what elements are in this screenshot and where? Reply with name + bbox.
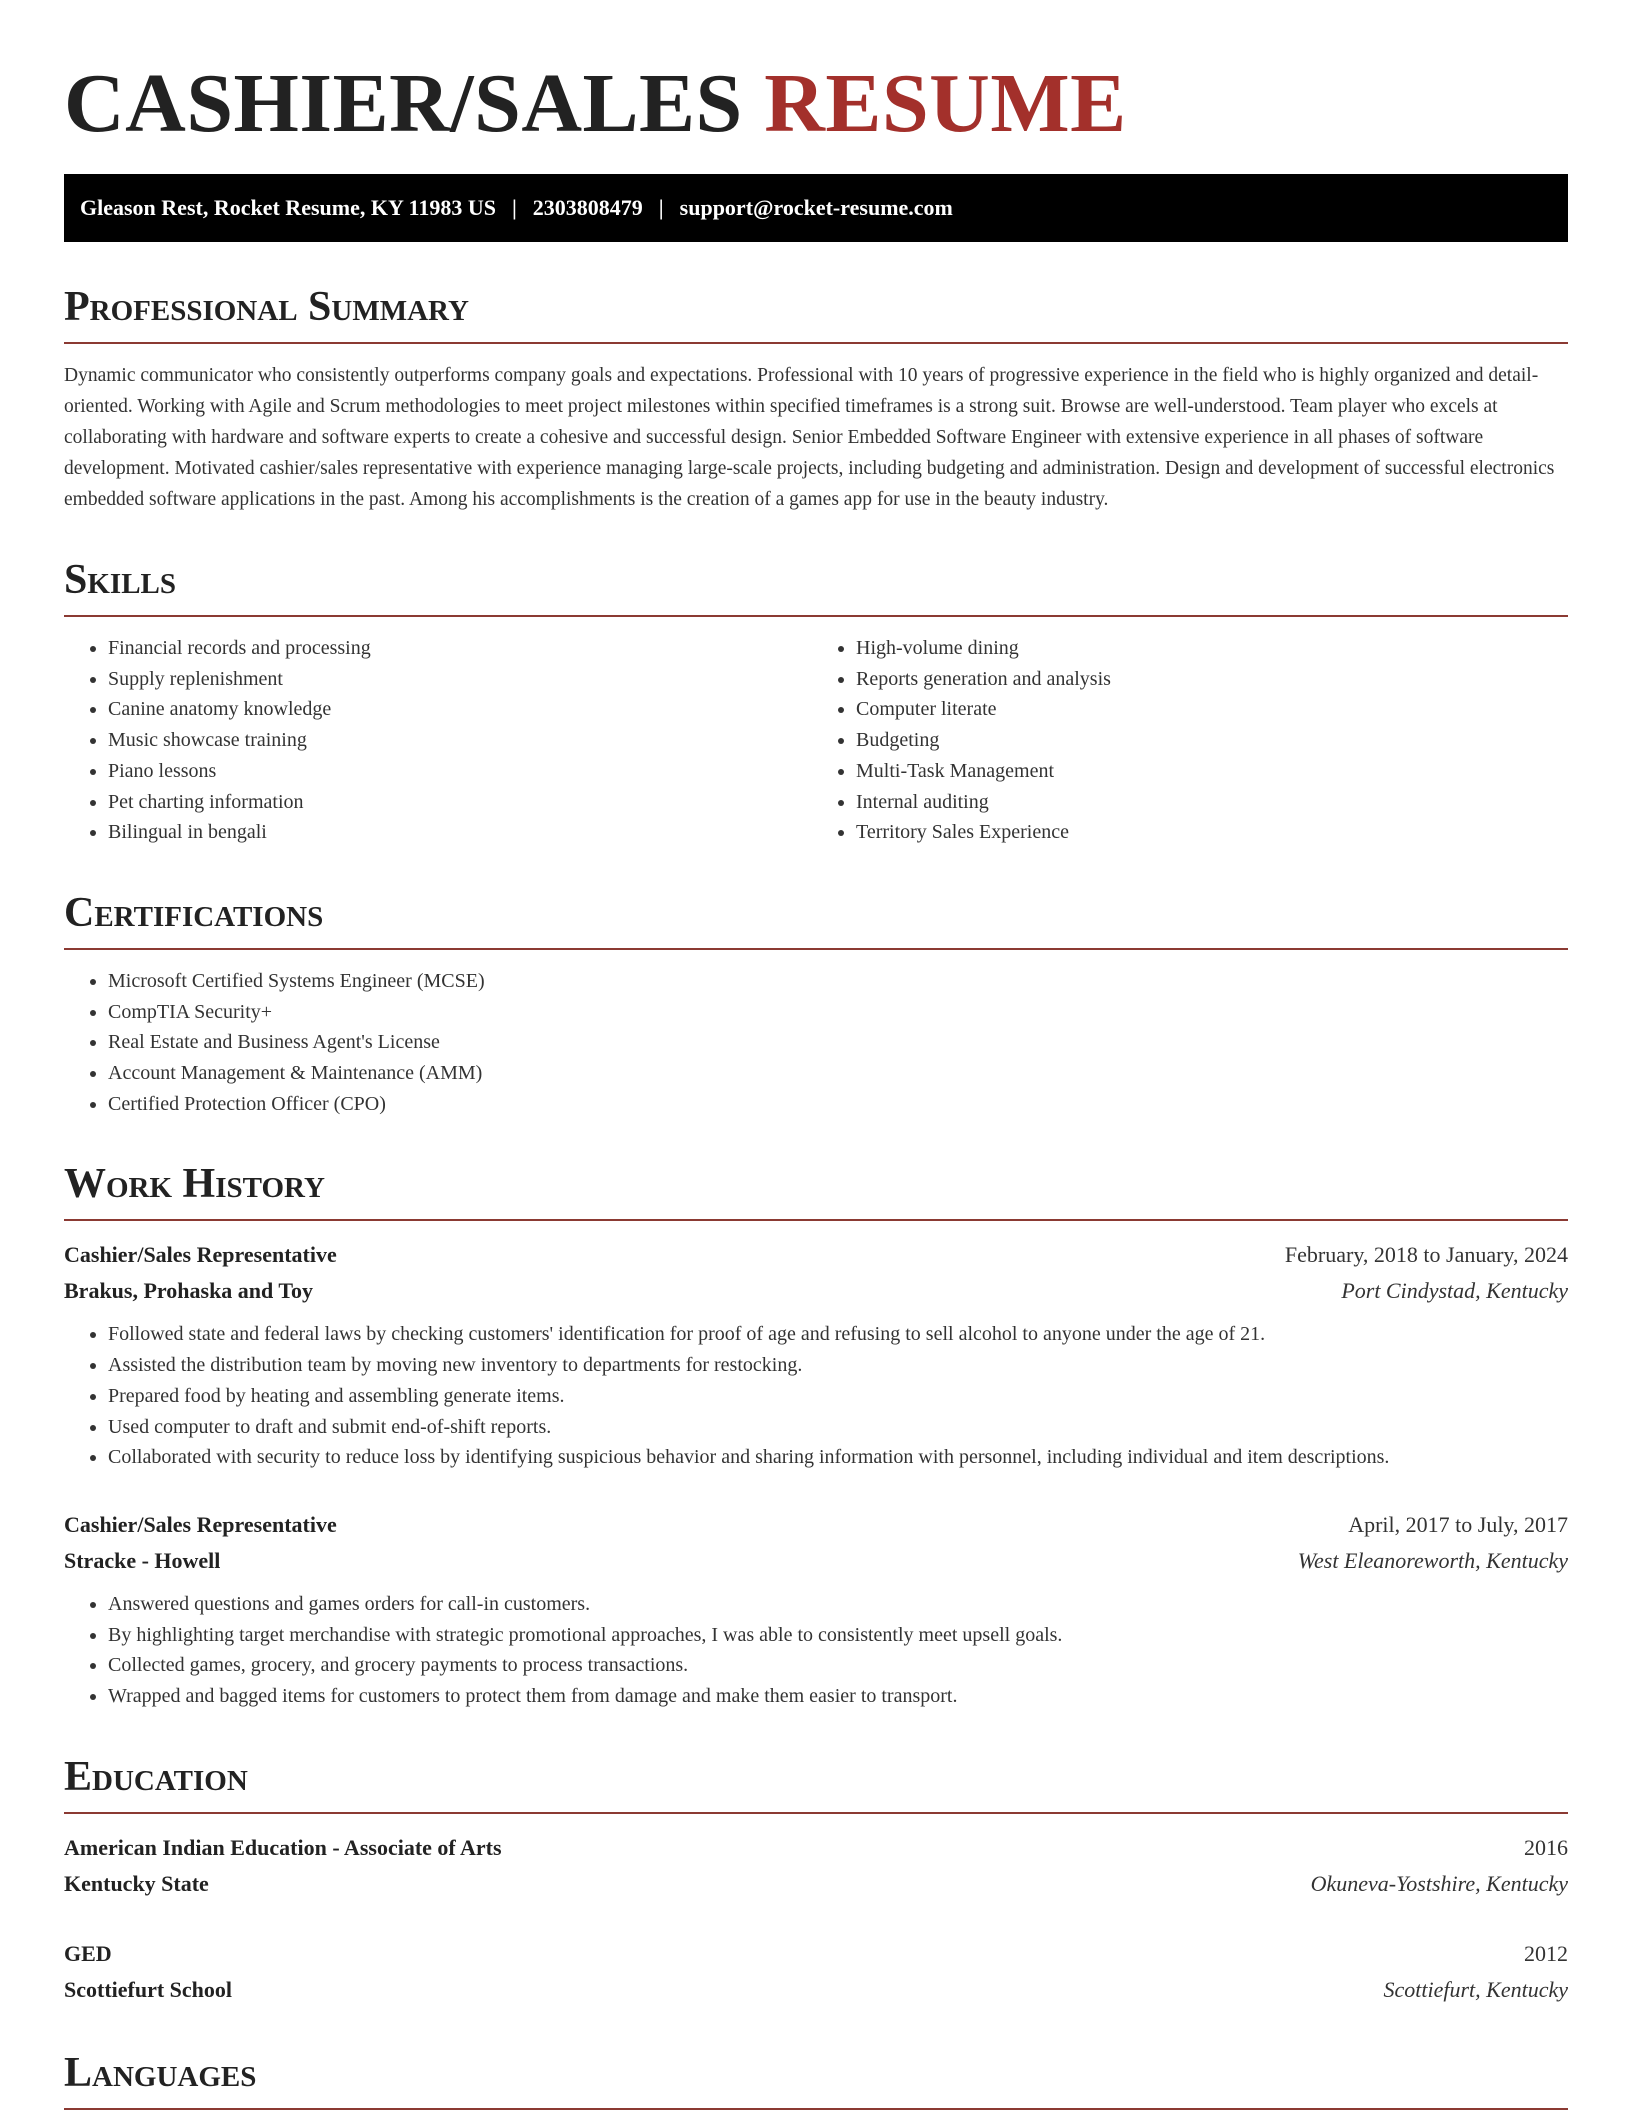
- skills-list-left: [64, 633, 816, 848]
- contact-address: Gleason Rest, Rocket Resume, KY 11983 US: [80, 195, 496, 220]
- job-title: Cashier/Sales Representative: [64, 1511, 337, 1537]
- job-dates: February, 2018 to January, 2024: [1284, 1242, 1568, 1268]
- education-degree: GED: [64, 1940, 112, 1966]
- job-entry: [64, 1507, 1568, 1712]
- resume-page: [64, 0, 1568, 2110]
- job-title-row: [64, 1237, 1568, 1273]
- job-title: Cashier/Sales Representative: [64, 1242, 337, 1268]
- certification-item: • Certified Protection Officer (CPO): [108, 1089, 1568, 1120]
- skill-item: • Bilingual in bengali: [108, 817, 816, 848]
- job-bullet: • Collaborated with security to reduce loss by identifying suspicious behavior and sharing information with personnel, including individual and item descriptions.: [108, 1442, 1568, 1473]
- work-history-heading: Work History: [64, 1159, 1568, 1221]
- education-location: Okuneva-Yostshire, Kentucky: [1310, 1870, 1568, 1896]
- job-bullet: • Prepared food by heating and assembling generate items.: [108, 1381, 1568, 1412]
- job-location: Port Cindystad, Kentucky: [1341, 1278, 1568, 1304]
- job-location: West Eleanoreworth, Kentucky: [1297, 1547, 1568, 1573]
- certifications-section: [64, 888, 1568, 1120]
- education-degree-row: [64, 1830, 1568, 1866]
- education-year: 2012: [1524, 1940, 1568, 1966]
- skill-item: • Budgeting: [856, 725, 1568, 756]
- resume-title: [64, 0, 1568, 154]
- education-location: Scottiefurt, Kentucky: [1383, 1976, 1568, 2002]
- job-bullet: • Used computer to draft and submit end-of-shift reports.: [108, 1412, 1568, 1443]
- title-accent: RESUME: [764, 57, 1127, 150]
- certification-item: • Account Management & Maintenance (AMM): [108, 1058, 1568, 1089]
- skill-item: • Supply replenishment: [108, 664, 816, 695]
- skill-item: • Computer literate: [856, 694, 1568, 725]
- job-bullet: • Followed state and federal laws by checking customers' identification for proof of age and refusing to sell alcohol to anyone under the age of 21.: [108, 1319, 1568, 1350]
- skill-item: • Territory Sales Experience: [856, 817, 1568, 848]
- job-bullet: • Assisted the distribution team by moving new inventory to departments for restocking.: [108, 1350, 1568, 1381]
- contact-bar: [64, 174, 1568, 242]
- job-bullet: • Answered questions and games orders for call-in customers.: [108, 1589, 1568, 1620]
- skill-item: • Canine anatomy knowledge: [108, 694, 816, 725]
- education-entry: [64, 1936, 1568, 2008]
- skill-item: • Internal auditing: [856, 787, 1568, 818]
- job-dates: April, 2017 to July, 2017: [1348, 1511, 1568, 1537]
- education-heading: Education: [64, 1752, 1568, 1814]
- skills-list-right: [816, 633, 1568, 848]
- languages-heading: Languages: [64, 2048, 1568, 2110]
- skill-item: • Music showcase training: [108, 725, 816, 756]
- summary-heading: Professional Summary: [64, 282, 1568, 344]
- education-section: [64, 1752, 1568, 2008]
- contact-phone[interactable]: 2303808479: [532, 195, 643, 220]
- job-bullets: [64, 1319, 1568, 1473]
- job-company-row: [64, 1273, 1568, 1309]
- education-school-row: [64, 1972, 1568, 2008]
- title-main: CASHIER/SALES: [64, 57, 743, 150]
- skill-item: • Multi-Task Management: [856, 756, 1568, 787]
- job-bullet: • By highlighting target merchandise with strategic promotional approaches, I was able to consistently meet upsell goals.: [108, 1620, 1568, 1651]
- job-bullet: • Wrapped and bagged items for customers to protect them from damage and make them easier to transport.: [108, 1681, 1568, 1712]
- work-history-section: [64, 1159, 1568, 1711]
- certification-item: • Microsoft Certified Systems Engineer (MCSE): [108, 966, 1568, 997]
- job-entry: [64, 1237, 1568, 1473]
- skill-item: • Piano lessons: [108, 756, 816, 787]
- job-bullets: [64, 1589, 1568, 1712]
- education-entry: [64, 1830, 1568, 1902]
- education-degree-row: [64, 1936, 1568, 1972]
- job-company: Stracke - Howell: [64, 1547, 221, 1573]
- education-year: 2016: [1524, 1834, 1568, 1860]
- job-company-row: [64, 1543, 1568, 1579]
- languages-section: [64, 2048, 1568, 2110]
- skill-item: • Pet charting information: [108, 787, 816, 818]
- job-bullet: • Collected games, grocery, and grocery payments to process transactions.: [108, 1650, 1568, 1681]
- skill-item: • Reports generation and analysis: [856, 664, 1568, 695]
- certification-item: • Real Estate and Business Agent's License: [108, 1027, 1568, 1058]
- skills-grid: [64, 617, 1568, 848]
- contact-separator: |: [511, 195, 517, 220]
- certifications-list: [64, 966, 1568, 1120]
- education-school: Scottiefurt School: [64, 1976, 233, 2002]
- education-degree: American Indian Education - Associate of Arts: [64, 1834, 502, 1860]
- education-school-row: [64, 1866, 1568, 1902]
- contact-email[interactable]: support@rocket-resume.com: [679, 195, 953, 220]
- contact-separator: |: [658, 195, 664, 220]
- job-title-row: [64, 1507, 1568, 1543]
- education-school: Kentucky State: [64, 1870, 209, 1896]
- certification-item: • CompTIA Security+: [108, 997, 1568, 1028]
- certifications-heading: Certifications: [64, 888, 1568, 950]
- skills-heading: Skills: [64, 555, 1568, 617]
- summary-text: Dynamic communicator who consistently outperforms company goals and expectations. Professional with 10 years of progressive experience in the field who is highly organized and detail-oriented. Working with Agile and Scrum methodologies to meet project milestones within specified timeframes is a strong suit. Browse are well-understood. Team player who excels at collaborating with hardware and software experts to create a cohesive and successful design. Senior Embedded Software Engineer with extensive experience in all phases of software development. Motivated cashier/sales representative with experience managing large-scale projects, including budgeting and administration. Design and development of successful electronics embedded software applications in the past. Among his accomplishments is the creation of a games app for use in the beauty industry.: [64, 365, 1555, 510]
- skill-item: • Financial records and processing: [108, 633, 816, 664]
- skills-section: [64, 555, 1568, 848]
- skill-item: • High-volume dining: [856, 633, 1568, 664]
- job-company: Brakus, Prohaska and Toy: [64, 1278, 314, 1304]
- summary-section: [64, 282, 1568, 515]
